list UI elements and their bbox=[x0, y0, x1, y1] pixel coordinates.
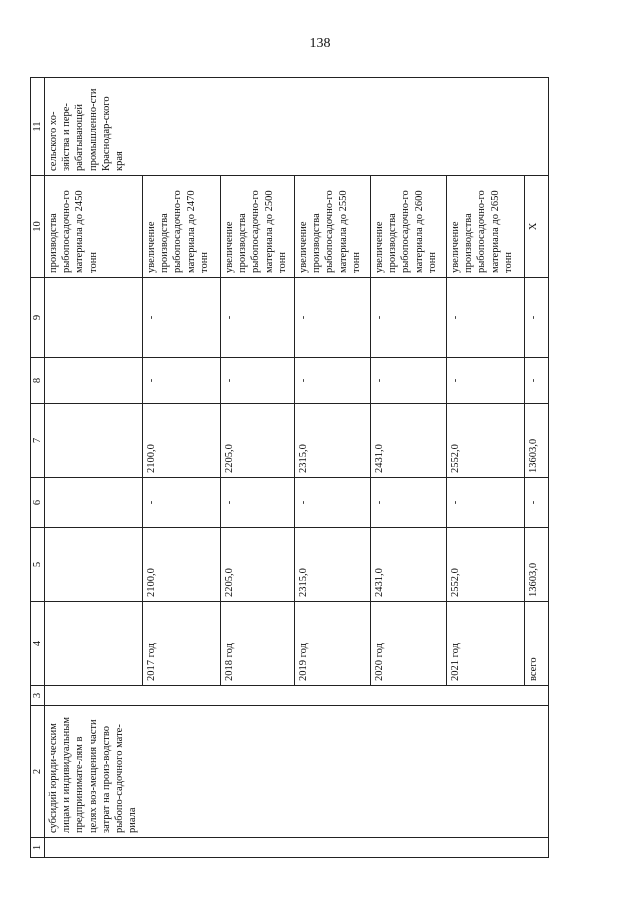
col-number-1: 1 bbox=[31, 838, 45, 858]
table-row-intro bbox=[45, 78, 143, 858]
program-table bbox=[30, 77, 549, 858]
cell-total-funds: 2552,0 bbox=[447, 528, 525, 602]
cell-col9: - bbox=[295, 278, 371, 358]
cell-col6: - bbox=[143, 478, 221, 528]
cell-col8: - bbox=[525, 358, 549, 404]
col-number-7: 7 bbox=[31, 404, 45, 478]
cell-year: 2021 год bbox=[447, 602, 525, 686]
cell-year: 2017 год bbox=[143, 602, 221, 686]
cell-col7: 2552,0 bbox=[447, 404, 525, 478]
cell-col9: - bbox=[221, 278, 295, 358]
cell-col7: 2315,0 bbox=[295, 404, 371, 478]
cell-year: 2019 год bbox=[295, 602, 371, 686]
cell-col7: 2100,0 bbox=[143, 404, 221, 478]
cell-col8: - bbox=[447, 358, 525, 404]
col-number-6: 6 bbox=[31, 478, 45, 528]
page-number: 138 bbox=[309, 36, 331, 51]
cell-executor: сельского хо-зяйства и пере-рабатывающей промышленно-сти Краснодар-ского края bbox=[45, 78, 549, 176]
col-number-2: 2 bbox=[31, 706, 45, 838]
cell-col3 bbox=[45, 686, 549, 706]
cell-result: X bbox=[525, 176, 549, 278]
cell-col7: 13603,0 bbox=[525, 404, 549, 478]
cell-col9: - bbox=[525, 278, 549, 358]
cell-col6: - bbox=[371, 478, 447, 528]
cell-col8: - bbox=[295, 358, 371, 404]
cell-col9 bbox=[45, 278, 143, 358]
cell-year: 2020 год bbox=[371, 602, 447, 686]
cell-col6 bbox=[45, 478, 143, 528]
cell-total-funds: 2205,0 bbox=[221, 528, 295, 602]
cell-result: увеличение производства рыбопосадочно-го материала до 2470 тонн bbox=[143, 176, 221, 278]
cell-col7 bbox=[45, 404, 143, 478]
cell-col5 bbox=[45, 528, 143, 602]
cell-total-funds: 13603,0 bbox=[525, 528, 549, 602]
cell-col6: - bbox=[295, 478, 371, 528]
cell-result: увеличение производства рыбопосадочно-го материала до 2550 тонн bbox=[295, 176, 371, 278]
cell-col8: - bbox=[221, 358, 295, 404]
cell-col8 bbox=[45, 358, 143, 404]
cell-description: субсидий юриди-ческим лицам и индивидуальным предпринимате-лям в целях воз-мещения части затрат на произ-водство рыбопо-садочного мате-риала bbox=[45, 706, 549, 838]
cell-col7: 2431,0 bbox=[371, 404, 447, 478]
cell-col6: - bbox=[221, 478, 295, 528]
cell-col8: - bbox=[371, 358, 447, 404]
col-number-8: 8 bbox=[31, 358, 45, 404]
col-number-5: 5 bbox=[31, 528, 45, 602]
cell-col7: 2205,0 bbox=[221, 404, 295, 478]
cell-total-label: всего bbox=[525, 602, 549, 686]
column-number-row bbox=[31, 78, 45, 858]
cell-total-funds: 2315,0 bbox=[295, 528, 371, 602]
rotated-table-wrapper bbox=[30, 78, 540, 858]
cell-col8: - bbox=[143, 358, 221, 404]
cell-col6: - bbox=[447, 478, 525, 528]
cell-result: производства рыбопосадочно-го материала до 2450 тонн bbox=[45, 176, 143, 278]
cell-col6: - bbox=[525, 478, 549, 528]
cell-col9: - bbox=[447, 278, 525, 358]
cell-col4 bbox=[45, 602, 143, 686]
cell-year: 2018 год bbox=[221, 602, 295, 686]
cell-total-funds: 2100,0 bbox=[143, 528, 221, 602]
col-number-10: 10 bbox=[31, 176, 45, 278]
cell-col1 bbox=[45, 838, 549, 858]
cell-col9: - bbox=[143, 278, 221, 358]
cell-total-funds: 2431,0 bbox=[371, 528, 447, 602]
cell-col9: - bbox=[371, 278, 447, 358]
cell-result: увеличение производства рыбопосадочно-го материала до 2650 тонн bbox=[447, 176, 525, 278]
cell-result: увеличение производства рыбопосадочно-го материала до 2500 тонн bbox=[221, 176, 295, 278]
cell-result: увеличение производства рыбопосадочно-го материала до 2600 тонн bbox=[371, 176, 447, 278]
col-number-3: 3 bbox=[31, 686, 45, 706]
col-number-9: 9 bbox=[31, 278, 45, 358]
col-number-4: 4 bbox=[31, 602, 45, 686]
col-number-11: 11 bbox=[31, 78, 45, 176]
